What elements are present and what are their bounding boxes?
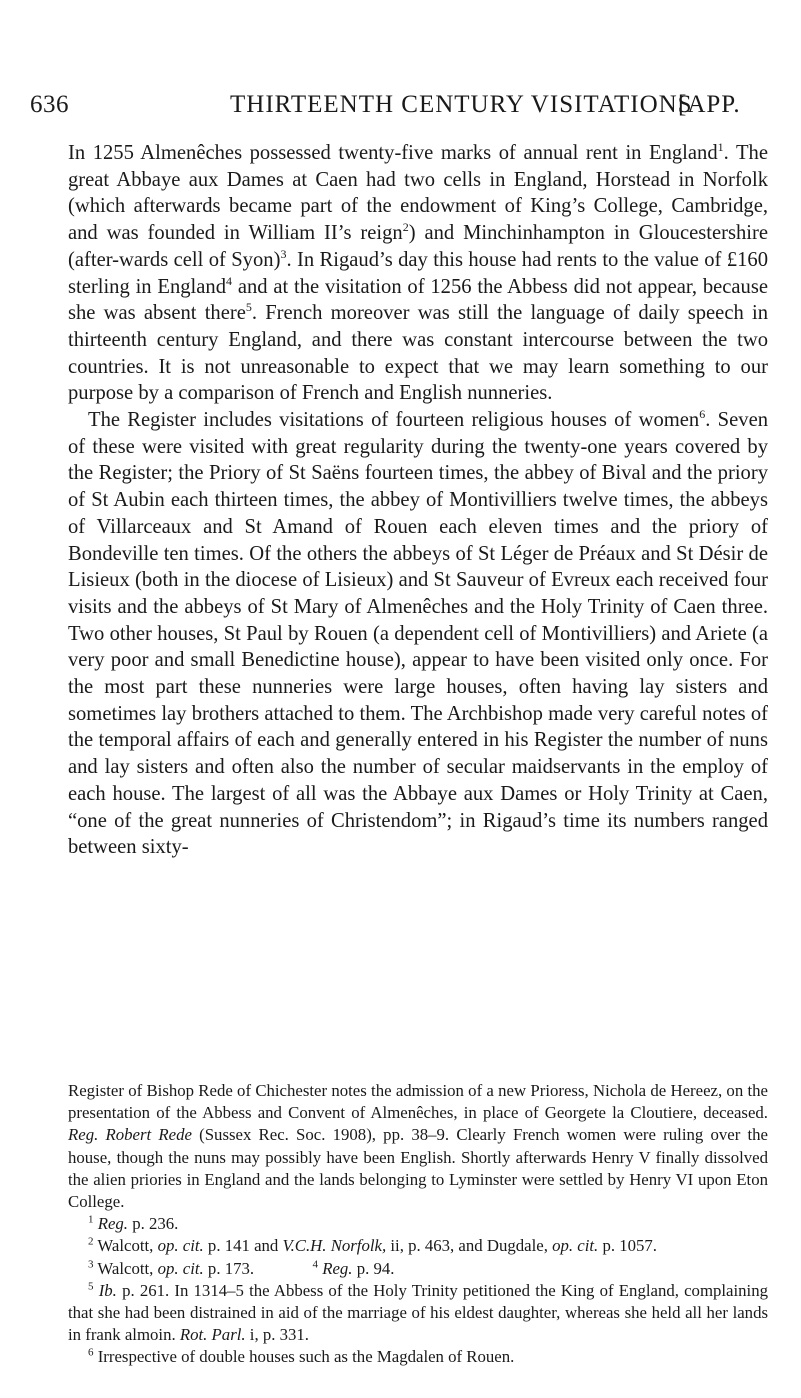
footnote-number: 4	[312, 1258, 318, 1271]
italic-run: V.C.H. Norfolk,	[282, 1236, 387, 1256]
footnote-ref: 4	[226, 273, 233, 288]
italic-run: op. cit.	[157, 1258, 204, 1278]
text-run: . French moreover was still the language of daily speech in thirteenth century England, and there was constant intercourse between the two countries. It is not unreasonable to expect that we may learn something to our purpose by a comparison of French and English nunneries.	[68, 302, 768, 405]
footnote-ref: 2	[402, 220, 409, 235]
footnote-ref: 3	[280, 246, 287, 261]
footnote-2	[68, 1235, 768, 1257]
footnote-6	[68, 1346, 768, 1368]
footnote-ref: 6	[699, 407, 706, 422]
italic-run: Reg.	[97, 1214, 128, 1234]
text-run: p. 1057.	[602, 1236, 657, 1256]
footnote-ref: 5	[245, 300, 252, 315]
footnote-5	[68, 1280, 768, 1347]
text-run: Irrespective of double houses such as the Magdalen of Rouen.	[97, 1347, 515, 1367]
italic-run: Reg.	[322, 1258, 353, 1278]
text-run: p. 236.	[132, 1214, 179, 1234]
footnote-ref: 1	[717, 140, 724, 155]
text-run: . The great Abbaye aux Dames at Caen had two cells in England, Horstead in Norfolk (which afterwards became part of the endowment of King’s College, Cambridge, and was founded in William II’s reign	[68, 142, 768, 245]
italic-run: Ib.	[98, 1280, 117, 1300]
text-run: Register of Bishop Rede of Chichester notes the admission of a new Prioress, Nichola de Hereez, on the presentation of the Abbess and Convent of Almenêches, in place of Georgete la Cloutiere, deceased.	[68, 1081, 768, 1123]
footnotes	[68, 1080, 768, 1369]
footnote-3-4	[68, 1258, 768, 1280]
italic-run: Reg. Robert Rede	[68, 1125, 192, 1145]
text-run: Walcott,	[97, 1236, 154, 1256]
text-run: i, p. 331.	[249, 1325, 309, 1345]
italic-run: op. cit.	[552, 1236, 599, 1256]
text-run: ) and Minchinhampton in Gloucestershire (after-wards cell of Syon)	[68, 222, 768, 271]
text-run: p. 173.	[207, 1258, 255, 1278]
text-run: In 1255 Almenêches possessed twenty-five marks of annual rent in England	[68, 142, 718, 164]
footnote-continued	[68, 1080, 768, 1213]
text-run: p. 261. In 1314–5 the Abbess of the Holy Trinity petitioned the King of England, complaining that she had been distrained in aid of the marriage of his eldest daughter, whereas she held all her lands in frank almoin.	[68, 1280, 768, 1345]
italic-run: Rot. Parl.	[179, 1325, 246, 1345]
footnote-number: 3	[88, 1258, 94, 1271]
footnote-number: 5	[88, 1280, 94, 1293]
page-number: 636	[30, 91, 69, 118]
text-run: and at the visitation of 1256 the Abbess did not appear, because she was absent there	[68, 275, 768, 325]
paragraph-2	[68, 407, 768, 861]
text-run: p. 141 and	[207, 1236, 279, 1256]
text-run: Walcott,	[97, 1258, 154, 1278]
footnote-1	[68, 1213, 768, 1235]
paragraph-1	[68, 140, 768, 407]
text-run: ii, p. 463, and Dugdale,	[390, 1236, 548, 1256]
italic-run: op. cit.	[157, 1236, 204, 1256]
text-run: p. 94.	[356, 1258, 395, 1278]
running-title: THIRTEENTH CENTURY VISITATIONS	[230, 91, 693, 118]
footnote-number: 1	[88, 1213, 94, 1226]
footnote-number: 6	[88, 1346, 94, 1359]
text-run: . In Rigaud’s day this house had rents to the value of £160 sterling in England	[68, 248, 768, 298]
main-text	[68, 140, 768, 861]
footnote-number: 2	[88, 1235, 94, 1248]
text-run: (Sussex Rec. Soc. 1908), pp. 38–9. Clearly French women were ruling over the house, though the nuns may possibly have been English. Shortly afterwards Henry V finally dissolved the alien priories in England and the lands belonging to Lyminster were settled by Henry VI upon Eton College.	[68, 1125, 768, 1212]
running-header	[30, 91, 790, 131]
text-run: . Seven of these were visited with great regularity during the twenty-one years covered by the Register; the Priory of St Saëns fourteen times, the abbey of Bival and the priory of St Aubin each thirteen times, the abbey of Montivilliers twelve times, the abbeys of Villarceaux and St Amand of Rouen each eleven times and the priory of Bondeville ten times. Of the others the abbeys of St Léger de Préaux and St Désir de Lisieux (both in the diocese of Lisieux) and St Sauveur of Evreux each received four visits and the abbeys of St Mary of Almenêches and the Holy Trinity of Caen three. Two other houses, St Paul by Rouen (a dependent cell of Montivilliers) and Ariete (a very poor and small Benedictine house), appear to have been visited only once. For the most part these nunneries were large houses, often having lay sisters and sometimes lay brothers attached to them. The Archbishop made very careful notes of the temporal affairs of each and generally entered in his Register the number of nuns and lay sisters and often also the number of secular maidservants in the employ of each house. The largest of all was the Abbaye aux Dames or Holy Trinity at Caen, “one of the great nunneries of Christendom”; in Rigaud’s time its numbers ranged between sixty-	[68, 409, 769, 859]
section-marker: [APP.	[678, 91, 741, 118]
text-run: The Register includes visitations of fourteen religious houses of women	[88, 409, 700, 432]
